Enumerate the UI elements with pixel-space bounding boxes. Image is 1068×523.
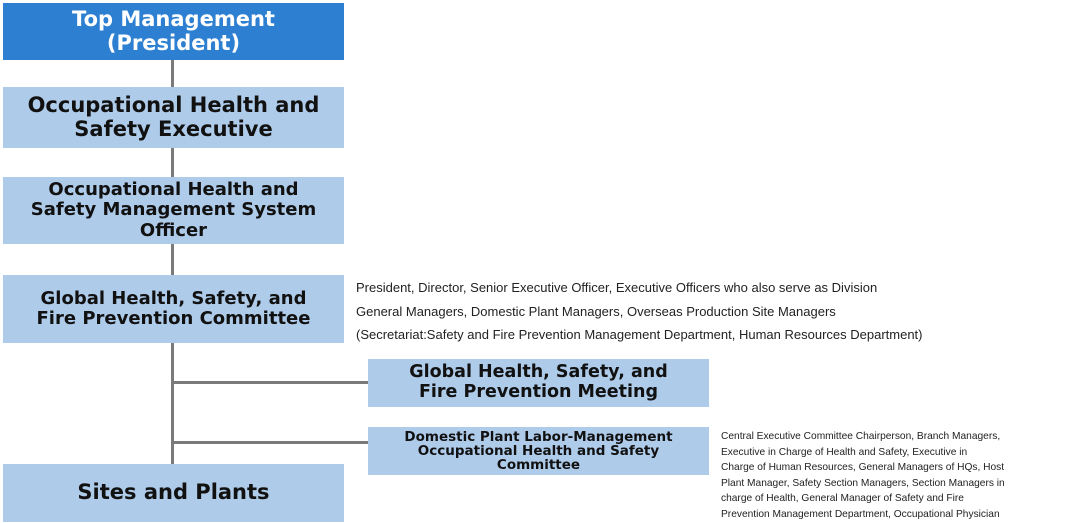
global-meeting-line-1: Global Health, Safety, and xyxy=(409,362,668,383)
domestic-committee-members-note xyxy=(721,429,1005,522)
ohs-ms-officer-box xyxy=(3,177,344,244)
ohs-ms-officer-line-3: Officer xyxy=(139,219,208,241)
note-line: Prevention Management Department, Occupational Physician xyxy=(721,508,1000,520)
top-management-box xyxy=(3,3,344,60)
note-line: charge of Health, General Manager of Safety and Fire xyxy=(721,493,964,504)
ohs-ms-officer-line-2: Safety Management System xyxy=(30,199,317,221)
domestic-committee-line-2: Occupational Health and Safety xyxy=(417,442,660,459)
ohs-executive-line-1: Occupational Health and xyxy=(27,92,320,117)
domestic-committee-line-1: Domestic Plant Labor-Management xyxy=(404,428,673,445)
global-committee-line-2: Fire Prevention Committee xyxy=(36,308,311,329)
note-line: President, Director, Senior Executive Officer, Executive Officers who also serve as Division xyxy=(356,280,878,295)
global-committee-line-1: Global Health, Safety, and xyxy=(40,287,307,309)
domestic-committee-box xyxy=(368,427,709,475)
global-meeting-line-2: Fire Prevention Meeting xyxy=(418,382,659,402)
sites-plants-box xyxy=(3,464,344,522)
note-line: Charge of Human Resources, General Managers of HQs, Host xyxy=(721,462,1005,473)
note-line: (Secretariat:Safety and Fire Prevention Management Department, Human Resources Department) xyxy=(356,327,923,342)
global-committee-box xyxy=(3,275,344,343)
global-meeting-box xyxy=(368,359,709,407)
sites-plants-label: Sites and Plants xyxy=(77,480,270,505)
ohs-ms-officer-line-1: Occupational Health and xyxy=(48,179,299,201)
note-line: Plant Manager, Safety Section Managers, Section Managers in xyxy=(721,477,1005,489)
note-line: General Managers, Domestic Plant Managers, Overseas Production Site Managers xyxy=(356,303,836,319)
note-line: Executive in Charge of Health and Safety, Executive in xyxy=(721,446,968,458)
connector-branch-domestic xyxy=(171,441,368,444)
global-committee-members-note xyxy=(356,276,922,347)
note-line: Central Executive Committee Chairperson, Branch Managers, xyxy=(721,431,1001,442)
top-management-subtitle: (President) xyxy=(106,30,241,55)
ohs-executive-line-2: Safety Executive xyxy=(74,116,273,141)
connector-branch-meeting xyxy=(171,381,368,384)
domestic-committee-line-3: Committee xyxy=(496,457,581,474)
ohs-executive-box xyxy=(3,87,344,148)
top-management-title: Top Management xyxy=(72,6,275,31)
